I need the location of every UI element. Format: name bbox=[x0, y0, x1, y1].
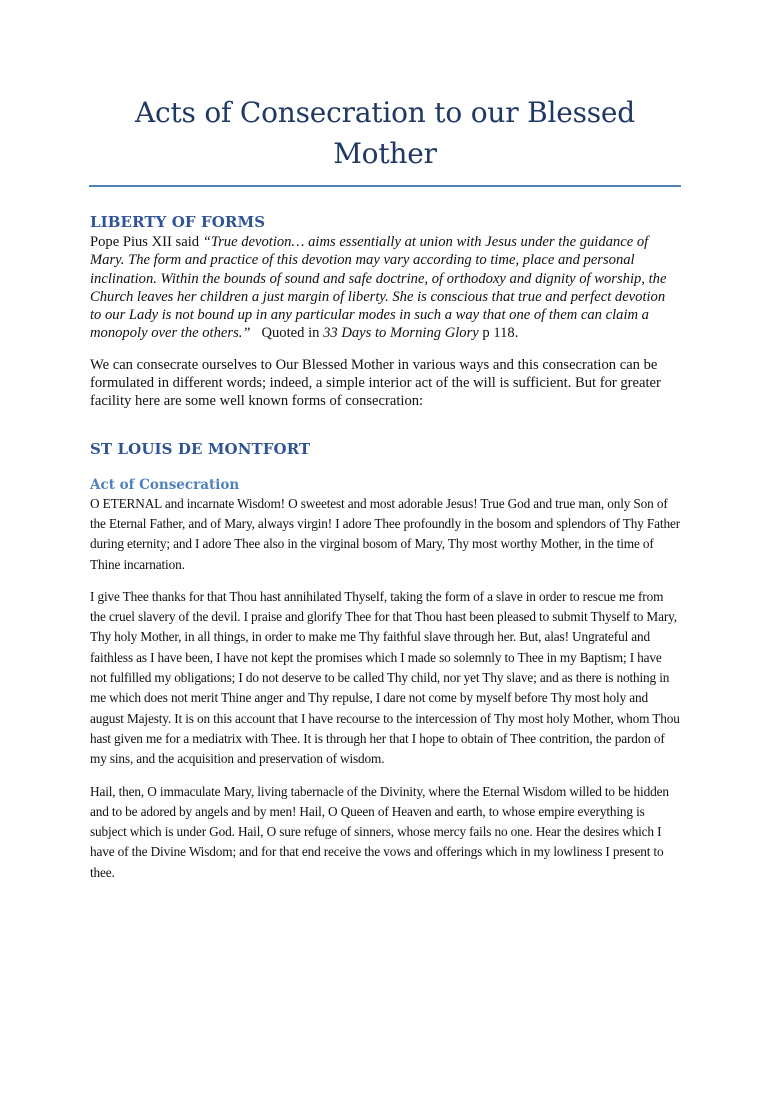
quoted-prefix: Quoted in bbox=[261, 325, 324, 342]
title-divider bbox=[89, 185, 681, 187]
consecration-paragraph-1: O ETERNAL and incarnate Wisdom! O sweetest and most adorable Jesus! True God and true man, only Son of the Eternal Father, and of Mary, always virgin! I adore Thee profoundly in the bosom and splendors of Thy Father during eternity; and I adore Thee also in the virginal bosom of Mary, Thy most worthy Mother, in the time of Thine incarnation. bbox=[90, 495, 680, 572]
heading-liberty-of-forms: LIBERTY OF FORMS bbox=[90, 213, 266, 231]
page-reference: p 118. bbox=[478, 325, 519, 342]
subheading-act-of-consecration: Act of Consecration bbox=[90, 476, 240, 493]
liberty-quote-paragraph bbox=[90, 233, 680, 343]
heading-st-louis-de-montfort: ST LOUIS DE MONTFORT bbox=[90, 439, 311, 458]
liberty-paragraph-2: We can consecrate ourselves to Our Blessed Mother in various ways and this consecration can be formulated in different words; indeed, a simple interior act of the will is sufficient. But for greater facility here are some well known forms of consecration: bbox=[90, 356, 661, 410]
pius-quote: “True devotion… aims essentially at union with Jesus under the guidance of Mary. The form and practice of this devotion may vary according to time, place and personal inclination. Within the bounds of sound and safe doctrine, of orthodoxy and dignity of worship, the Church leaves her children a just margin of liberty. She is conscious that true and perfect devotion to our Lady is not bound up in any particular modes in such a way that one of them can claim a monopoly over the others.” bbox=[90, 234, 667, 342]
consecration-paragraph-2: I give Thee thanks for that Thou hast annihilated Thyself, taking the form of a slave in order to rescue me from the cruel slavery of the devil. I praise and glorify Thee for that Thou hast been pleased to submit Thyself to Mary, Thy holy Mother, in all things, in order to make me Thy faithful slave through her. But, alas! Ungrateful and faithless as I have been, I have not kept the promises which I made so solemnly to Thee in my Baptism; I have not fulfilled my obligations; I do not deserve to be called Thy child, nor yet Thy slave; and as there is nothing in me which does not merit Thine anger and Thy repulse, I dare not come by myself before Thy most holy and august Majesty. It is on this account that I have recourse to the intercession of Thy most holy Mother, whom Thou hast given me for a mediatrix with Thee. It is through her that I hope to obtain of Thee contrition, the pardon of my sins, and the acquisition and preservation of wisdom. bbox=[90, 588, 680, 767]
book-title: 33 Days to Morning Glory bbox=[323, 325, 479, 342]
document-page bbox=[0, 92, 768, 1116]
liberty-intro: Pope Pius XII said bbox=[90, 234, 203, 250]
consecration-paragraph-3: Hail, then, O immaculate Mary, living tabernacle of the Divinity, where the Eternal Wisdom willed to be hidden and to be adored by angels and by men! Hail, O Queen of Heaven and earth, to whose empire everything is subject which is under God. Hail, O sure refuge of sinners, whose mercy fails no one. Hear the desires which I have of the Divine Wisdom; and for that end receive the vows and offerings which in my lowliness I present to thee. bbox=[90, 783, 669, 880]
document-title: Acts of Consecration to our Blessed Mother bbox=[134, 96, 636, 170]
